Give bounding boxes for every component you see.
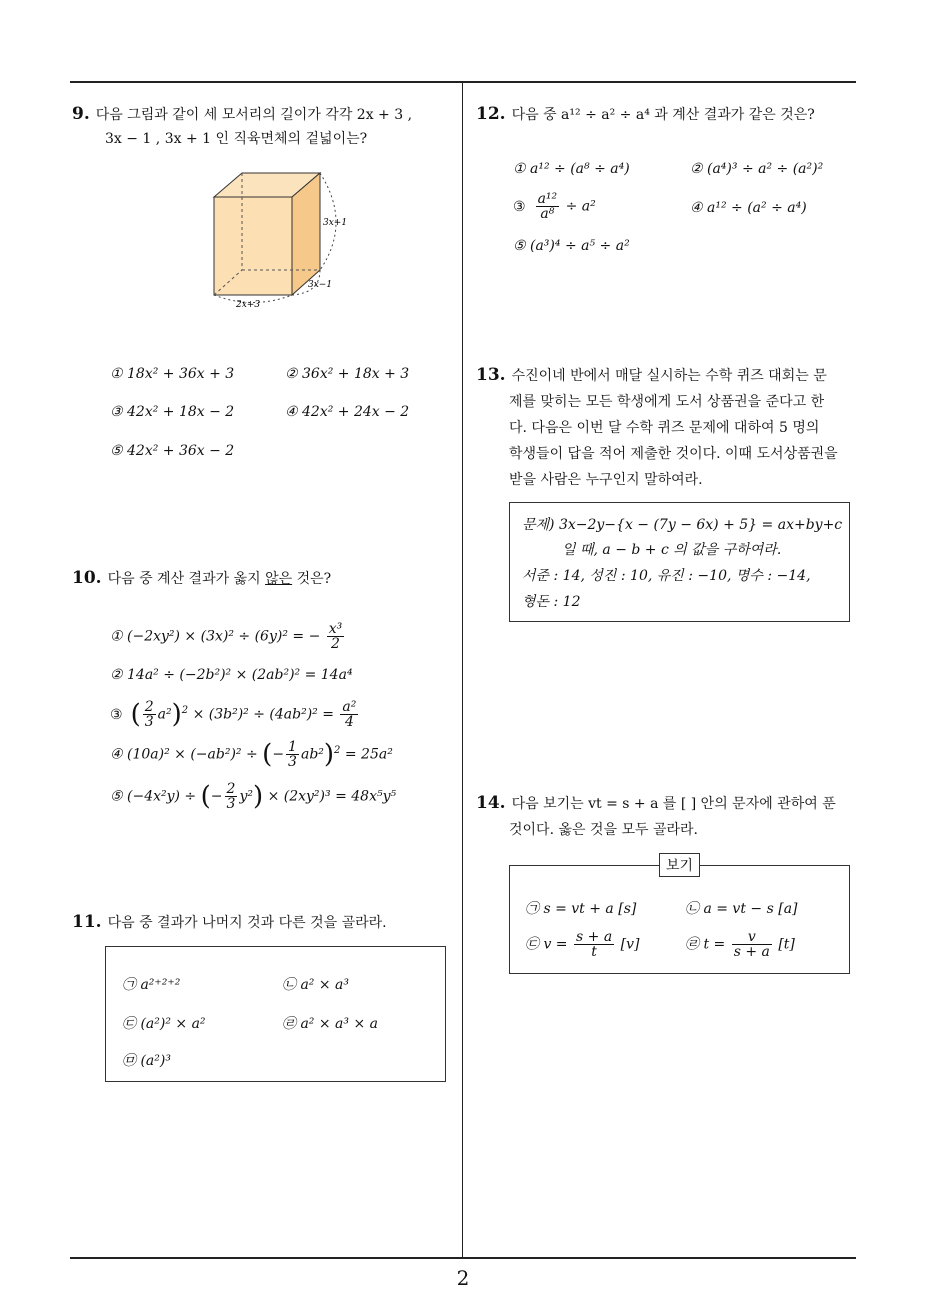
question-12-text: 다음 중 a¹² ÷ a² ÷ a⁴ 과 계산 결과가 같은 것은? [511, 107, 815, 123]
q11-item-1[interactable]: ㉠ a²⁺²⁺² [122, 977, 181, 993]
q12-option-3-right: ÷ a² [565, 198, 596, 215]
q10-option-4-denominator: 3 [288, 754, 297, 770]
q10-option-3-sup: 2 [181, 704, 189, 716]
q10-option-3-result-denominator: 4 [344, 714, 354, 730]
q10-option-4[interactable]: ④ (10a)² × (−ab²)² ÷ (− $\frac{1}{3}$ ab²)$^2$ = 25a² [110, 739, 393, 770]
question-9-number: 9. [72, 104, 90, 124]
figure-label-height: 3x+1 [323, 218, 348, 228]
question-13-line4: 학생들이 답을 적어 제출한 것이다. 이때 도서상품권을 [509, 446, 838, 462]
q10-option-5-denominator: 3 [226, 796, 236, 812]
question-11 [72, 910, 457, 935]
q13-box-line1: 문제) 3x−2y−{x − (7y − 6x) + 5} = ax+by+c [522, 517, 843, 533]
q10-option-4-sup: 2 [334, 744, 341, 756]
q10-option-5-mid: y² [239, 788, 253, 805]
q11-item-3[interactable]: ㉢ (a²)² × a² [122, 1016, 206, 1032]
q13-box-line3: 서준 : 14, 성진 : 10, 유진 : −10, 명수 : −14, [522, 568, 811, 584]
q12-option-5[interactable]: ⑤ (a³)⁴ ÷ a⁵ ÷ a² [513, 238, 630, 254]
q9-option-2[interactable]: ② 36x² + 18x + 3 [285, 366, 410, 382]
question-14-line2: 것이다. 옳은 것을 모두 골라라. [509, 822, 698, 838]
q10-option-3-mid: a² [157, 706, 172, 723]
q14-bogi-legend: 보기 [659, 853, 700, 877]
page-number: 2 [456, 1266, 470, 1290]
q10-option-4-right: = 25a² [344, 746, 393, 763]
q13-box-line2: 일 때, a − b + c 의 값을 구하여라. [562, 542, 782, 558]
q14-item-4-fraction [732, 930, 772, 959]
q12-option-3-fraction [536, 192, 560, 221]
q11-item-2[interactable]: ㉡ a² × a³ [282, 977, 349, 993]
q14-item-3[interactable] [525, 930, 639, 959]
q10-option-5[interactable]: ⑤ (−4x²y) ÷ (− $\frac{2}{3}$ y²) × (2xy²)³ = 48x⁵y⁵ [110, 781, 397, 812]
q10-option-3-result-fraction [340, 700, 358, 729]
column-divider [462, 82, 463, 1258]
q10-option-5-right: × (2xy²)³ = 48x⁵y⁵ [267, 788, 397, 805]
q10-option-1-left: ① (−2xy²) × (3x)² ÷ (6y)² = − [110, 628, 321, 645]
q14-item-3-left: ㉢ v = [525, 936, 568, 953]
q9-option-1[interactable]: ① 18x² + 36x + 3 [110, 366, 235, 382]
right-paren: ) [323, 739, 335, 770]
q10-option-4-mid: ab² [300, 746, 324, 763]
question-14-line1: 다음 보기는 vt = s + a 를 [ ] 안의 문자에 관하여 푼 [511, 796, 836, 812]
q10-option-3-numerator: 2 [144, 699, 154, 715]
q9-option-3[interactable]: ③ 42x² + 18x − 2 [110, 404, 235, 420]
bottom-rule [70, 1257, 856, 1259]
question-10-number: 10. [72, 568, 102, 588]
q10-option-4-left: ④ (10a)² × (−ab²)² ÷ [110, 746, 258, 763]
right-paren: ) [171, 699, 182, 730]
q14-item-3-numerator: s + a [576, 929, 613, 945]
q10-option-3-right: × (3b²)² ÷ (4ab²)² = [192, 706, 334, 723]
question-13-line3: 다. 다음은 이번 달 수학 퀴즈 문제에 대하여 5 명의 [509, 420, 820, 436]
question-10-text-before: 다음 중 계산 결과가 옳지 [107, 571, 266, 587]
q9-option-4[interactable]: ④ 42x² + 24x − 2 [285, 404, 410, 420]
question-13-line5: 받을 사람은 누구인지 말하여라. [509, 472, 703, 488]
q12-option-3[interactable] [513, 192, 596, 221]
q11-item-5[interactable]: ㉤ (a²)³ [122, 1053, 171, 1069]
question-13-line2: 제를 맞히는 모든 학생에게 도서 상품권을 준다고 한 [509, 394, 825, 410]
q10-option-5-fraction [225, 782, 238, 811]
question-10-text-after: 것은? [292, 571, 332, 587]
q12-option-3-circle: ③ [513, 198, 526, 215]
q12-option-3-denominator: a⁸ [540, 206, 555, 222]
question-9 [72, 102, 457, 151]
q14-item-4-left: ㉣ t = [685, 936, 726, 953]
figure-label-width: 2x+3 [236, 300, 261, 310]
figure-label-depth: 3x−1 [308, 280, 333, 290]
question-10 [72, 566, 457, 591]
q13-box-line4: 형돈 : 12 [522, 594, 581, 610]
top-rule [70, 81, 856, 83]
cuboid-figure [200, 165, 370, 315]
question-12 [476, 102, 861, 127]
q14-item-4-denominator: s + a [733, 944, 770, 960]
left-paren: ( [262, 739, 273, 770]
q10-option-5-numerator: 2 [226, 781, 236, 797]
q10-option-5-left: ⑤ (−4x²y) ÷ [110, 788, 197, 805]
q10-option-3-result-numerator: a² [342, 699, 357, 715]
question-13-number: 13. [476, 365, 506, 385]
q14-item-4-right: [t] [778, 936, 795, 953]
question-14-number: 14. [476, 793, 506, 813]
q10-option-1-denominator: 2 [331, 636, 340, 652]
left-paren: ( [200, 781, 211, 812]
q14-item-3-right: [v] [620, 936, 640, 953]
question-11-number: 11. [72, 912, 102, 932]
question-12-number: 12. [476, 104, 506, 124]
q14-item-1[interactable]: ㉠ s = vt + a [s] [525, 901, 637, 917]
question-13-line1: 수진이네 반에서 매달 실시하는 수학 퀴즈 대회는 문 [511, 368, 827, 384]
question-9-line2: 3x − 1 , 3x + 1 인 직육면체의 겉넓이는? [105, 131, 368, 147]
q14-item-3-fraction [574, 930, 614, 959]
q10-option-3-denominator: 3 [144, 714, 154, 730]
q10-option-2[interactable]: ② 14a² ÷ (−2b²)² × (2ab²)² = 14a⁴ [110, 667, 353, 683]
q10-option-4-numerator: 1 [288, 739, 297, 755]
right-paren: ) [252, 781, 264, 812]
q12-option-2[interactable]: ② (a⁴)³ ÷ a² ÷ (a²)² [690, 161, 824, 177]
q10-option-1[interactable] [110, 622, 346, 651]
left-paren: ( [130, 699, 141, 730]
q10-option-3-circle: ③ [110, 706, 123, 723]
q10-option-4-fraction [286, 740, 299, 769]
q10-option-1-fraction [327, 622, 345, 651]
q9-option-5[interactable]: ⑤ 42x² + 36x − 2 [110, 443, 235, 459]
q14-item-4-numerator: v [732, 930, 772, 945]
q14-item-4[interactable] [685, 930, 795, 959]
q12-option-1[interactable]: ① a¹² ÷ (a⁸ ÷ a⁴) [513, 161, 630, 177]
q10-option-1-numerator: x³ [328, 621, 343, 637]
question-10-text-underlined: 않은 [265, 571, 293, 587]
question-14 [476, 790, 861, 843]
q10-option-3[interactable] [110, 700, 360, 729]
question-9-line1: 다음 그림과 같이 세 모서리의 길이가 각각 2x + 3 , [95, 107, 413, 123]
q12-option-4[interactable]: ④ a¹² ÷ (a² ÷ a⁴) [690, 200, 807, 216]
question-11-text: 다음 중 결과가 나머지 것과 다른 것을 골라라. [107, 915, 387, 931]
q14-item-2[interactable]: ㉡ a = vt − s [a] [685, 901, 798, 917]
q14-item-3-denominator: t [591, 944, 597, 960]
question-13 [476, 362, 861, 493]
q12-option-3-numerator: a¹² [537, 191, 558, 207]
q11-item-4[interactable]: ㉣ a² × a³ × a [282, 1016, 378, 1032]
q10-option-3-fraction [143, 700, 156, 729]
